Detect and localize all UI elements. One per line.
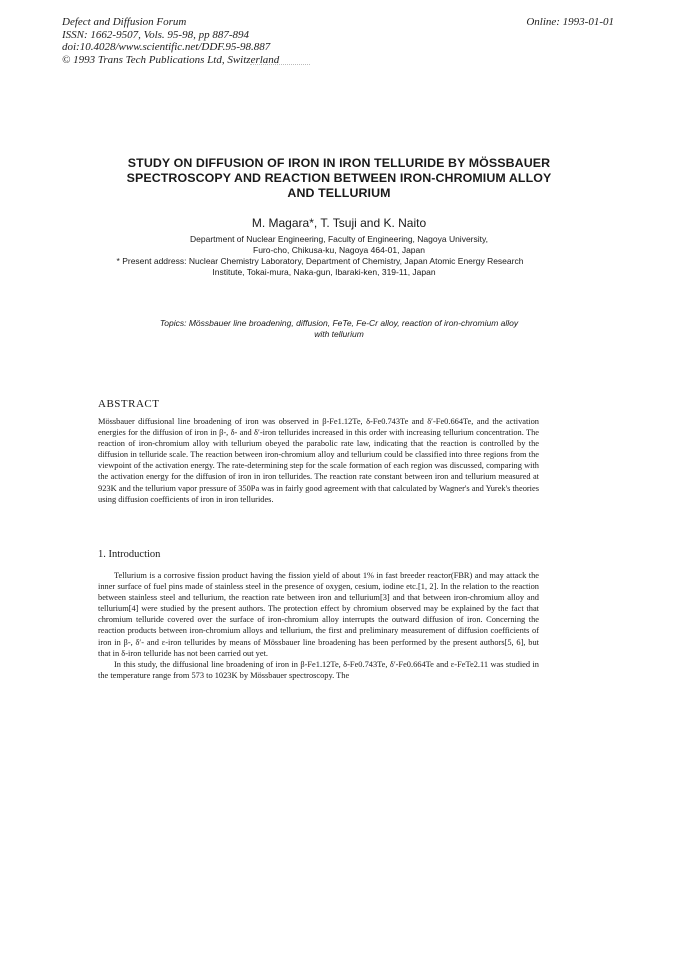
- copyright-line: © 1993 Trans Tech Publications Ltd, Switzerland: [62, 53, 280, 66]
- paper-title: [90, 156, 588, 201]
- affiliation: [90, 234, 588, 256]
- title-line-1: STUDY ON DIFFUSION OF IRON IN IRON TELLURIDE BY MÖSSBAUER: [127, 156, 551, 170]
- affil-line-3: * Present address: Nuclear Chemistry Laboratory, Department of Chemistry, Japan Atomic Energy Research: [116, 256, 524, 266]
- abstract-text: Mössbauer diffusional line broadening of iron was observed in β-Fe1.12Te, δ-Fe0.743Te and δ′-Fe0.664Te, and the activation energies for the diffusion of iron in β-, δ- and δ′-iron tellurides increased in this order with increasing tellurium concentration. The reaction of iron-chromium alloy with tellurium obeyed the parabolic rate law, indicating that the reaction is controlled by the diffusion in telluride scale. The reaction between iron-chromium alloy and tellurium could be classified into three regions from the viewpoint of the activation energy. The rate-determining step for the scale formation of each region was discussed, comparing with the activation energy for the diffusion of iron in iron tellurides. The reaction rate constant between iron and tellurium measured at 923K and the tellurium vapor pressure of 350Pa was in fairly good agreement with that calculated by Wagner's and Yurek's theories using diffusion coefficients of iron in iron tellurides.: [98, 417, 539, 504]
- affil-line-1: Department of Nuclear Engineering, Faculty of Engineering, Nagoya University,: [190, 234, 488, 244]
- title-line-3: AND TELLURIUM: [287, 186, 391, 200]
- abstract-body: [98, 416, 539, 505]
- doi-link[interactable]: doi:10.4028/www.scientific.net/DDF.95-98.887: [62, 41, 271, 53]
- topics: [110, 318, 568, 340]
- affil-line-2: Furo-cho, Chikusa-ku, Nagoya 464-01, Japan: [253, 245, 425, 255]
- title-line-2: SPECTROSCOPY AND REACTION BETWEEN IRON-CHROMIUM ALLOY: [126, 171, 552, 185]
- online-date: Online: 1993-01-01: [526, 16, 614, 28]
- issn-line: ISSN: 1662-9507, Vols. 95-98, pp 887-894: [62, 28, 249, 41]
- topics-line-2: with tellurium: [314, 329, 364, 339]
- present-address: [104, 256, 544, 278]
- authors: M. Magara*, T. Tsuji and K. Naito: [251, 216, 427, 230]
- scan-artifact-divider: [250, 64, 310, 66]
- journal-header: [62, 16, 279, 66]
- introduction-heading: 1. Introduction: [98, 549, 161, 560]
- topics-line-1: Topics: Mössbauer line broadening, diffusion, FeTe, Fe-Cr alloy, reaction of iron-chromium alloy: [159, 318, 519, 328]
- abstract-heading: ABSTRACT: [98, 398, 160, 410]
- intro-paragraph-2: In this study, the diffusional line broadening of iron in β-Fe1.12Te, δ-Fe0.743Te, δ′-Fe0.664Te and ε-FeTe2.11 was studied in the temperature range from 573 to 1023K by Mössbauer spectroscopy. The: [98, 659, 539, 680]
- intro-paragraph-1: Tellurium is a corrosive fission product having the fission yield of about 1% in fast breeder reactor(FBR) and may attack the inner surface of fuel pins made of stainless steel in the presence of oxygen, cesium, iodine etc.[1, 2]. In the relation to the reaction between stainless steel and tellurium, the reaction rate between iron and tellurium[3] and that between iron-chromium alloy and tellurium[4] were studied by the present authors. The protection effect by chromium observed may be explained by the fact that chromium telluride covered over the surface of iron-chromium alloy interrupts the outward diffusion of iron. Concerning the reaction products between iron-chromium alloys and tellurium, the first and preliminary measurement of diffusion coefficients of iron in β-, δ′- and ε-iron tellurides by means of Mössbauer line broadening has been performed by the present authors[5, 6], but that in δ-iron telluride has not been carried out yet.: [98, 571, 539, 658]
- journal-name: Defect and Diffusion Forum: [62, 16, 187, 28]
- introduction-body: [98, 570, 539, 681]
- affil-line-4: Institute, Tokai-mura, Naka-gun, Ibaraki-ken, 319-11, Japan: [212, 267, 436, 277]
